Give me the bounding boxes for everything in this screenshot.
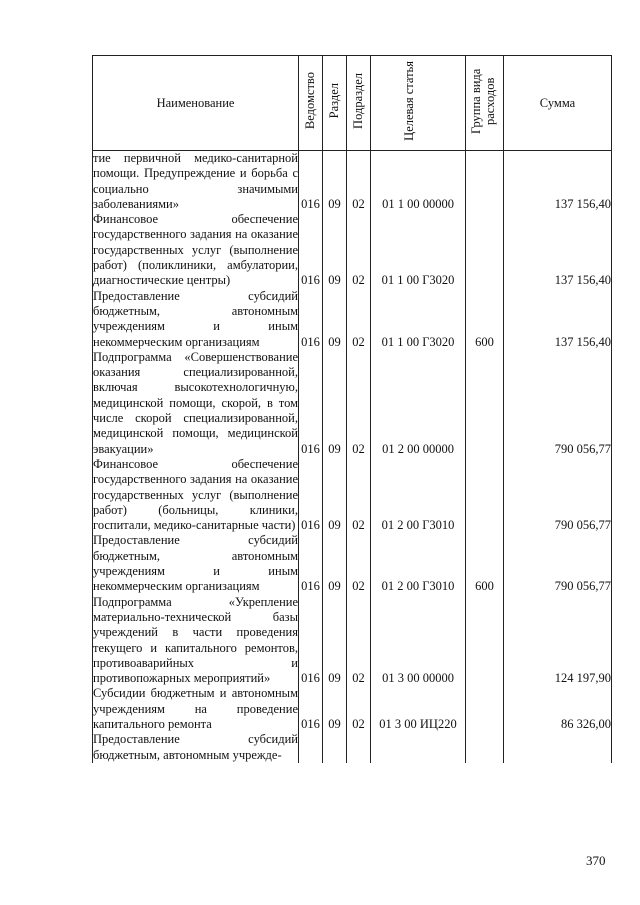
row-section: 09 [323, 151, 347, 213]
row-name: Предоставление субсидий бюджетным, автономным учреждениям и иным некоммерческим организациям [93, 288, 298, 349]
row-dept: 016 [299, 533, 323, 594]
row-target: 01 2 00 Г3010 [371, 533, 466, 594]
row-sum: 124 197,90 [504, 595, 612, 687]
row-section: 09 [323, 350, 347, 457]
row-group [466, 457, 504, 533]
table-row [93, 212, 612, 288]
row-dept: 016 [299, 457, 323, 533]
row-section: 09 [323, 457, 347, 533]
row-target [371, 732, 466, 763]
row-target: 01 2 00 Г3010 [371, 457, 466, 533]
row-section: 09 [323, 533, 347, 594]
row-dept: 016 [299, 151, 323, 213]
row-target: 01 1 00 Г3020 [371, 289, 466, 350]
row-group [466, 151, 504, 213]
row-section [323, 732, 347, 763]
table-row [93, 151, 612, 213]
header-dept: Ведомство [299, 56, 323, 151]
row-subsection: 02 [347, 151, 371, 213]
row-target: 01 3 00 00000 [371, 595, 466, 687]
row-group: 600 [466, 289, 504, 350]
page-number: 370 [586, 853, 606, 868]
row-sum: 137 156,40 [504, 151, 612, 213]
row-dept: 016 [299, 595, 323, 687]
row-subsection: 02 [347, 533, 371, 594]
row-dept [299, 732, 323, 763]
header-row [93, 56, 612, 151]
row-name: тие первичной медико-санитарной помощи. Предупреждение и борьба с социально значимыми заболеваниями» [93, 151, 298, 211]
header-sum: Сумма [504, 56, 612, 151]
row-subsection: 02 [347, 457, 371, 533]
row-name: Предоставление субсидий бюджетным, автономным учрежде- [93, 732, 298, 762]
row-section: 09 [323, 289, 347, 350]
row-group [466, 686, 504, 732]
table-row [93, 350, 612, 457]
row-subsection: 02 [347, 595, 371, 687]
row-dept: 016 [299, 686, 323, 732]
table-row [93, 289, 612, 350]
row-subsection [347, 732, 371, 763]
row-group [466, 350, 504, 457]
budget-table [92, 55, 612, 763]
row-sum: 137 156,40 [504, 289, 612, 350]
row-section: 09 [323, 595, 347, 687]
header-target: Целевая статья [371, 56, 466, 151]
row-group [466, 595, 504, 687]
row-target: 01 1 00 00000 [371, 151, 466, 213]
row-name: Подпрограмма «Совершенствование оказания специализированной, включая высокотехнологичную, медицинской помощи, скорой, в том числе скорой специализированной, медицинской помощи, медицинской эвакуации» [93, 349, 298, 456]
row-subsection: 02 [347, 212, 371, 288]
row-section: 09 [323, 212, 347, 288]
row-subsection: 02 [347, 289, 371, 350]
row-name: Субсидии бюджетным и автономным учреждениям на проведение капитального ремонта [93, 686, 298, 731]
table-row [93, 457, 612, 533]
row-sum: 86 326,00 [504, 686, 612, 732]
row-name: Подпрограмма «Укрепление материально-технической базы учреждений в части проведения текущего и капитального ремонтов, противоаварийных и противопожарных мероприятий» [93, 594, 298, 686]
header-name: Наименование [93, 56, 299, 151]
row-sum [504, 732, 612, 763]
table-row [93, 732, 612, 763]
table-row [93, 595, 612, 687]
header-section: Раздел [323, 56, 347, 151]
row-group [466, 212, 504, 288]
row-target: 01 2 00 00000 [371, 350, 466, 457]
row-dept: 016 [299, 350, 323, 457]
row-sum: 137 156,40 [504, 212, 612, 288]
header-subsection: Подраздел [347, 56, 371, 151]
row-name: Финансовое обеспечение государственного задания на оказание государственных услуг (выполнение работ) (поликлиники, амбулатории, диагностические центры) [93, 212, 298, 288]
row-section: 09 [323, 686, 347, 732]
row-sum: 790 056,77 [504, 533, 612, 594]
row-sum: 790 056,77 [504, 350, 612, 457]
row-name: Предоставление субсидий бюджетным, автономным учреждениям и иным некоммерческим организациям [93, 533, 298, 594]
row-subsection: 02 [347, 350, 371, 457]
row-name: Финансовое обеспечение государственного задания на оказание государственных услуг (выполнение работ) (больницы, клиники, госпитали, медико-санитарные части) [93, 456, 298, 533]
row-dept: 016 [299, 212, 323, 288]
table-row [93, 533, 612, 594]
row-subsection: 02 [347, 686, 371, 732]
row-group: 600 [466, 533, 504, 594]
header-expense-group: Группа вида расходов [466, 56, 504, 151]
row-target: 01 3 00 ИЦ220 [371, 686, 466, 732]
row-dept: 016 [299, 289, 323, 350]
row-target: 01 1 00 Г3020 [371, 212, 466, 288]
row-group [466, 732, 504, 763]
row-sum: 790 056,77 [504, 457, 612, 533]
table-row [93, 686, 612, 732]
